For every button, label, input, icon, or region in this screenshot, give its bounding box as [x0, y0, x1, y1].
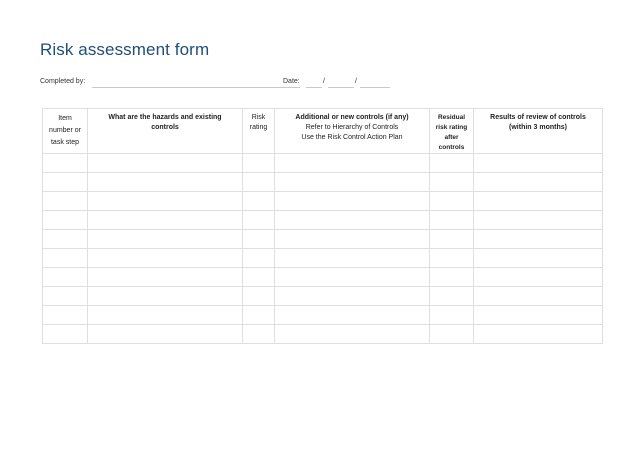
- table-cell[interactable]: [275, 287, 430, 306]
- date-label: Date:: [283, 78, 300, 85]
- date-day-field[interactable]: [306, 87, 322, 88]
- table-row: [43, 287, 603, 306]
- table-cell[interactable]: [43, 306, 88, 325]
- table-cell[interactable]: [474, 230, 603, 249]
- table-cell[interactable]: [88, 249, 243, 268]
- table-cell[interactable]: [275, 268, 430, 287]
- table-cell[interactable]: [275, 249, 430, 268]
- table-cell[interactable]: [243, 306, 275, 325]
- table-cell[interactable]: [43, 325, 88, 344]
- column-header-line: (within 3 months): [509, 124, 567, 131]
- column-header-subline: controls: [438, 144, 465, 151]
- table-cell[interactable]: [275, 192, 430, 211]
- table-cell[interactable]: [474, 325, 603, 344]
- table-cell[interactable]: [243, 268, 275, 287]
- column-header-2: [243, 109, 275, 154]
- table-cell[interactable]: [430, 211, 474, 230]
- table-cell[interactable]: [43, 287, 88, 306]
- table-cell[interactable]: [243, 154, 275, 173]
- risk-assessment-table: [42, 108, 603, 344]
- table-cell[interactable]: [474, 154, 603, 173]
- table-cell[interactable]: [243, 230, 275, 249]
- table-row: [43, 173, 603, 192]
- table-cell[interactable]: [43, 211, 88, 230]
- table-row: [43, 249, 603, 268]
- table-cell[interactable]: [243, 211, 275, 230]
- column-header-5: [474, 109, 603, 154]
- column-header-line: Results of review of controls: [490, 114, 586, 121]
- date-separator-1: /: [323, 78, 325, 85]
- column-header-line: controls: [151, 124, 179, 131]
- column-header-line: Item: [58, 115, 72, 122]
- table-cell[interactable]: [430, 249, 474, 268]
- column-header-line: task step: [50, 139, 79, 146]
- table-cell[interactable]: [275, 154, 430, 173]
- table-cell[interactable]: [243, 249, 275, 268]
- table-body: [43, 154, 603, 344]
- table-cell[interactable]: [43, 249, 88, 268]
- column-header-subline: Refer to Hierarchy of Controls: [305, 124, 399, 131]
- date-month-field[interactable]: [328, 87, 354, 88]
- column-header-line: Risk: [251, 114, 266, 121]
- table-cell[interactable]: [474, 306, 603, 325]
- column-header-4: [430, 109, 474, 154]
- table-cell[interactable]: [43, 173, 88, 192]
- table-cell[interactable]: [430, 306, 474, 325]
- table-row: [43, 192, 603, 211]
- table-cell[interactable]: [88, 325, 243, 344]
- table-cell[interactable]: [243, 287, 275, 306]
- form-meta: [40, 78, 600, 90]
- table-cell[interactable]: [430, 325, 474, 344]
- table-row: [43, 230, 603, 249]
- column-header-line: Additional or new controls (if any): [295, 114, 409, 121]
- table-cell[interactable]: [43, 268, 88, 287]
- table-cell[interactable]: [275, 211, 430, 230]
- table-cell[interactable]: [88, 306, 243, 325]
- table-cell[interactable]: [275, 230, 430, 249]
- table-cell[interactable]: [243, 325, 275, 344]
- column-header-line: risk rating: [435, 124, 468, 131]
- table-cell[interactable]: [88, 268, 243, 287]
- completed-by-field[interactable]: [92, 87, 300, 88]
- table-cell[interactable]: [88, 211, 243, 230]
- table-cell[interactable]: [88, 173, 243, 192]
- completed-by-label: Completed by:: [40, 78, 86, 85]
- column-header-line: What are the hazards and existing: [108, 114, 222, 121]
- table-cell[interactable]: [43, 154, 88, 173]
- table-cell[interactable]: [243, 173, 275, 192]
- table-header-row: [43, 109, 603, 154]
- table-cell[interactable]: [474, 211, 603, 230]
- table-row: [43, 211, 603, 230]
- table-cell[interactable]: [474, 249, 603, 268]
- form-title: Risk assessment form: [40, 40, 210, 59]
- table-cell[interactable]: [275, 173, 430, 192]
- column-header-line: number or: [49, 127, 81, 134]
- column-header-line: rating: [249, 124, 268, 131]
- column-header-1: [88, 109, 243, 154]
- table-cell[interactable]: [275, 306, 430, 325]
- table-row: [43, 325, 603, 344]
- table-cell[interactable]: [474, 192, 603, 211]
- table-cell[interactable]: [275, 325, 430, 344]
- column-header-subline: Use the Risk Control Action Plan: [301, 134, 403, 141]
- date-separator-2: /: [355, 78, 357, 85]
- table-cell[interactable]: [43, 192, 88, 211]
- column-header-line: Residual: [437, 114, 466, 121]
- table-cell[interactable]: [430, 268, 474, 287]
- date-year-field[interactable]: [360, 87, 390, 88]
- table-cell[interactable]: [430, 154, 474, 173]
- table-cell[interactable]: [474, 173, 603, 192]
- table-cell[interactable]: [430, 230, 474, 249]
- table-cell[interactable]: [88, 154, 243, 173]
- column-header-subline: after: [444, 134, 459, 141]
- table-row: [43, 268, 603, 287]
- table-cell[interactable]: [474, 287, 603, 306]
- table-row: [43, 154, 603, 173]
- table-cell[interactable]: [430, 192, 474, 211]
- table-cell[interactable]: [43, 230, 88, 249]
- table-cell[interactable]: [88, 230, 243, 249]
- table-cell[interactable]: [243, 192, 275, 211]
- column-header-0: [43, 109, 88, 154]
- table-cell[interactable]: [430, 287, 474, 306]
- table-cell[interactable]: [474, 268, 603, 287]
- column-header-3: [275, 109, 430, 154]
- table-cell[interactable]: [88, 287, 243, 306]
- table-cell[interactable]: [430, 173, 474, 192]
- table-row: [43, 306, 603, 325]
- table-cell[interactable]: [88, 192, 243, 211]
